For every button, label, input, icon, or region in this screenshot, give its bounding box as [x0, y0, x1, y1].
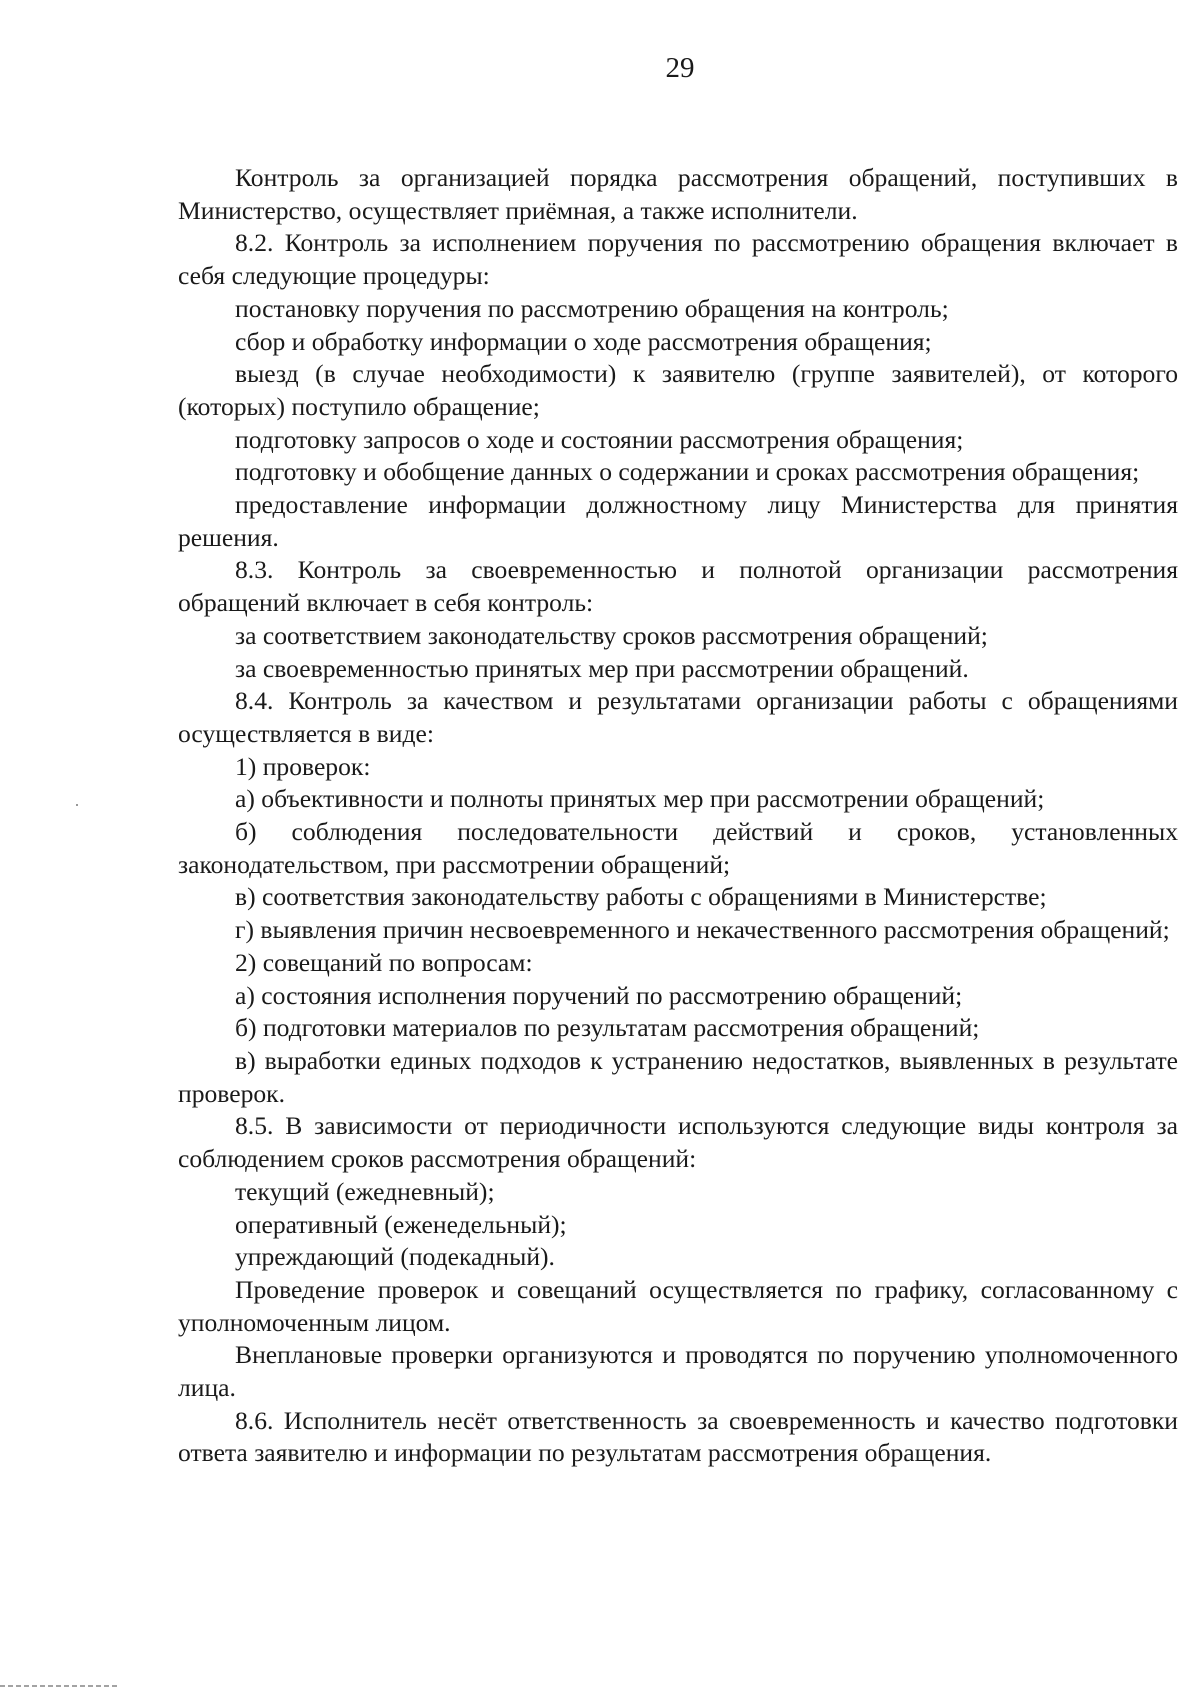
list-item: подготовку и обобщение данных о содержании и сроках рассмотрения обращения;	[235, 457, 1140, 487]
paragraph-control-organization: Контроль за организацией порядка рассмотрения обращений, поступивших в Министерство, осуществляет приёмная, а также исполнители.	[178, 163, 1178, 225]
paragraph-unscheduled-inspections: Внеплановые проверки организуются и проводятся по поручению уполномоченного лица.	[178, 1340, 1178, 1403]
list-item: сбор и обработку информации о ходе рассмотрения обращения;	[235, 326, 932, 356]
paragraph-8-4: 8.4. Контроль за качеством и результатами организации работы с обращениями осуществляется в виде:	[178, 686, 1178, 748]
list-item: упреждающий (подекадный).	[235, 1242, 555, 1272]
list-item: подготовку запросов о ходе и состоянии рассмотрения обращения;	[235, 424, 964, 454]
paragraph-8-5: 8.5. В зависимости от периодичности используются следующие виды контроля за соблюдением сроков рассмотрения обращений:	[178, 1111, 1178, 1174]
list-item: текущий (ежедневный);	[235, 1176, 495, 1206]
scan-edge-artifact	[0, 1685, 120, 1687]
list-item: 1) проверок:	[235, 751, 371, 781]
list-item: постановку поручения по рассмотрению обращения на контроль;	[235, 293, 949, 323]
list-item: предоставление информации должностному лицу Министерства для принятия решения.	[178, 490, 1178, 552]
paragraph-inspections-schedule: Проведение проверок и совещаний осуществляется по графику, согласованному с уполномоченным лицом.	[178, 1274, 1178, 1337]
paragraph-8-6: 8.6. Исполнитель несёт ответственность за своевременность и качество подготовки ответа заявителю и информации по результатам рассмотрения обращения.	[178, 1405, 1178, 1468]
paragraph-8-3: 8.3. Контроль за своевременностью и полнотой организации рассмотрения обращений включает в себя контроль:	[178, 555, 1178, 618]
scan-artifact	[76, 804, 78, 806]
list-item: выезд (в случае необходимости) к заявителю (группе заявителей), от которого (которых) поступило обращение;	[178, 359, 1178, 421]
list-item: б) соблюдения последовательности действий и сроков, установленных законодательством, при рассмотрении обращений;	[178, 817, 1178, 879]
list-item: б) подготовки материалов по результатам рассмотрения обращений;	[235, 1013, 980, 1043]
list-item: г) выявления причин несвоевременного и некачественного рассмотрения обращений;	[235, 915, 1170, 945]
list-item: за соответствием законодательству сроков рассмотрения обращений;	[235, 620, 988, 650]
list-item: а) состояния исполнения поручений по рассмотрению обращений;	[235, 980, 963, 1010]
document-body	[178, 162, 1178, 1470]
paragraph-8-2: 8.2. Контроль за исполнением поручения по рассмотрению обращения включает в себя следующие процедуры:	[178, 228, 1178, 291]
list-item: за своевременностью принятых мер при рассмотрении обращений.	[235, 653, 969, 683]
list-item: в) выработки единых подходов к устранению недостатков, выявленных в результате проверок.	[178, 1045, 1178, 1108]
list-item: 2) совещаний по вопросам:	[235, 947, 533, 977]
list-item: а) объективности и полноты принятых мер при рассмотрении обращений;	[235, 784, 1045, 814]
page-number: 29	[665, 52, 695, 84]
list-item: оперативный (еженедельный);	[235, 1209, 567, 1239]
list-item: в) соответствия законодательству работы с обращениями в Министерстве;	[235, 882, 1047, 912]
